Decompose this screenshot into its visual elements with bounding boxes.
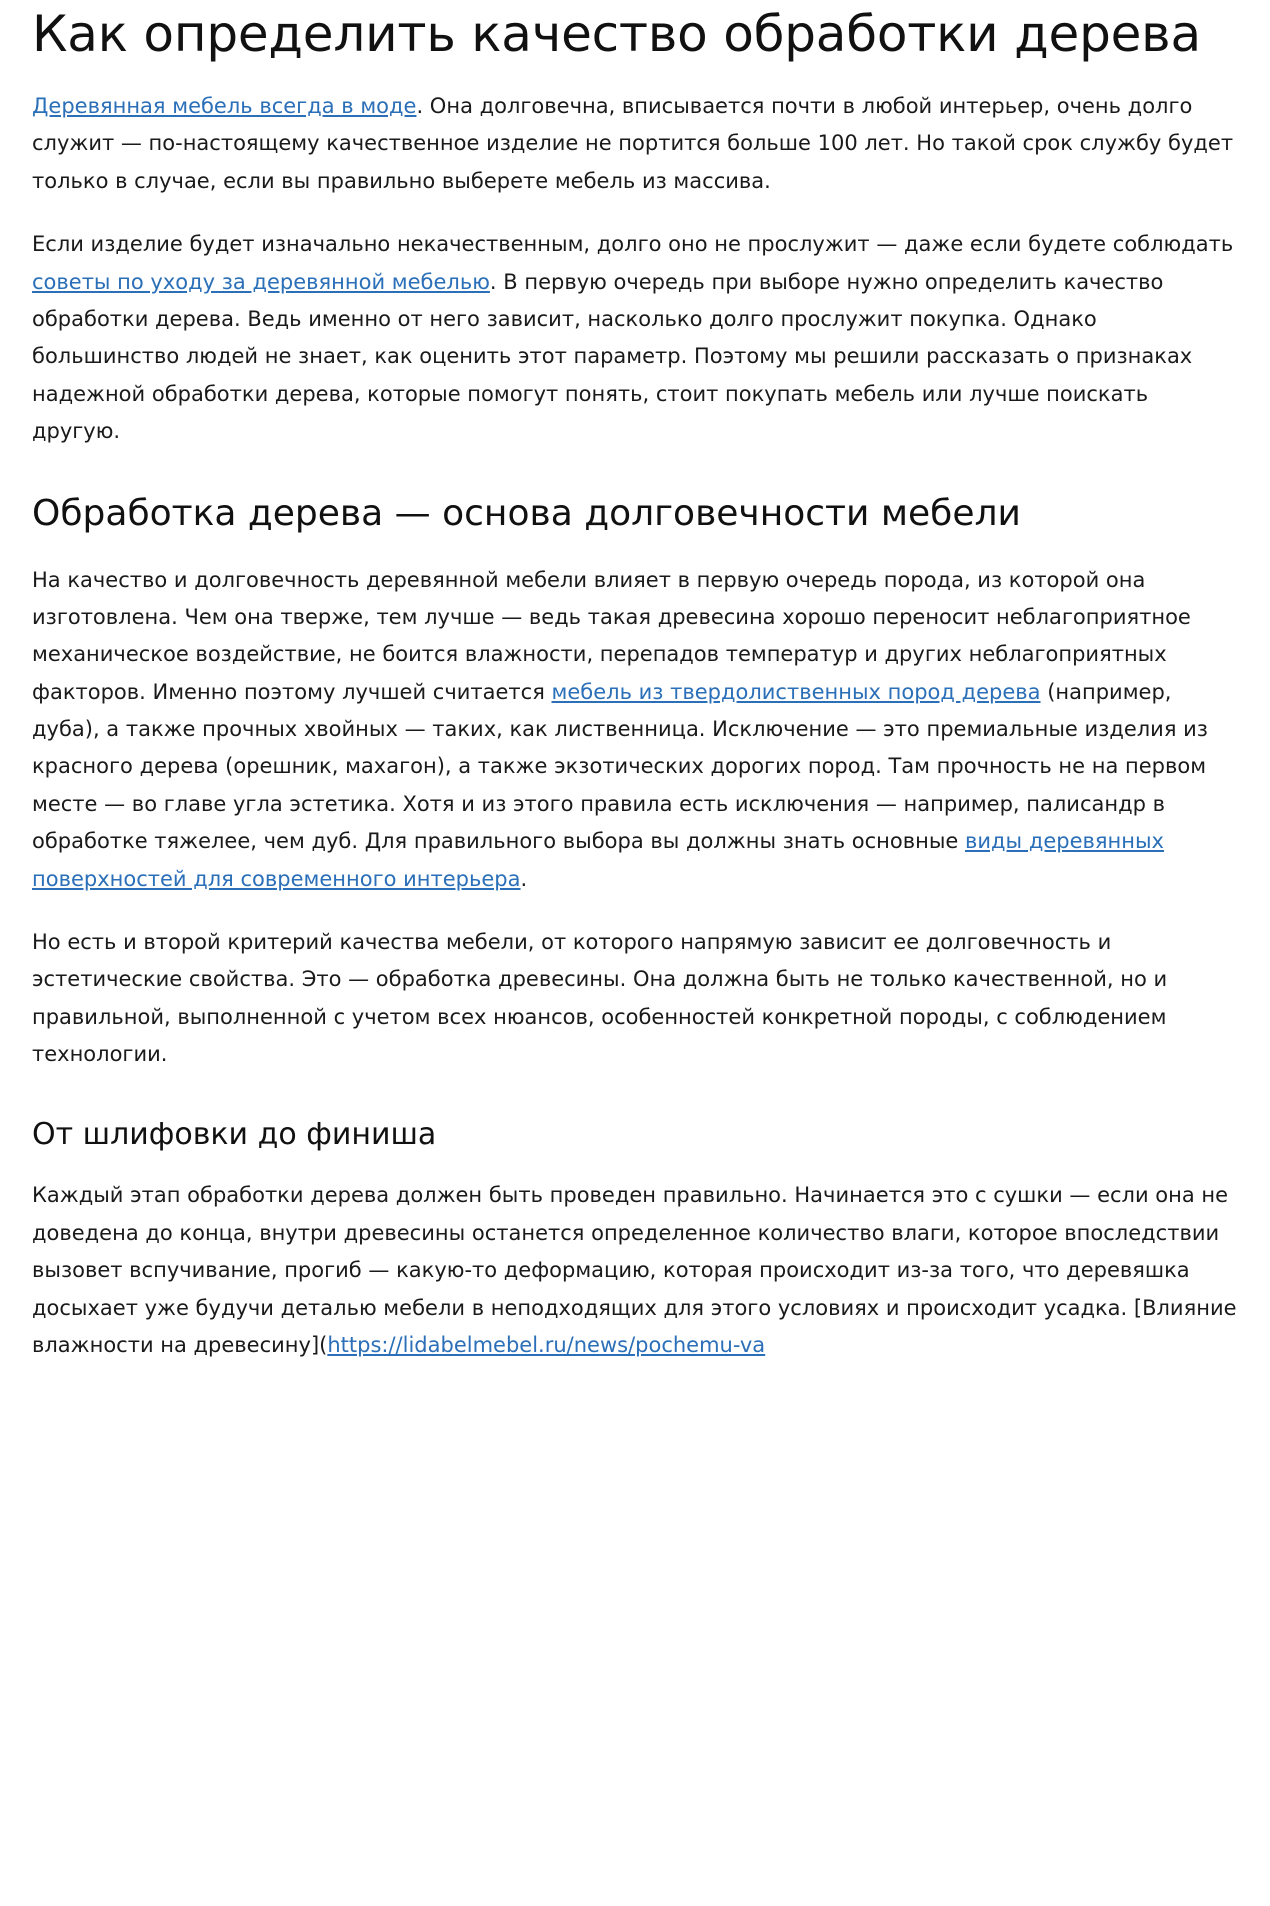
section1-paragraph-1-mid: (например, дуба), а также прочных хвойных — таких, как лиственница. Исключение — это премиальные изделия из красного дерева (орешник, махагон), а также экзотических дорогих пород. Там прочность не на первом месте — во главе угла эстетика. Хотя и из этого правила есть исключения — например, палисандр в обработке тяжелее, чем дуб. Для правильного выбора вы должны знать основные <box>32 679 1208 854</box>
page-title: Как определить качество обработки дерева <box>32 5 1201 63</box>
intro-paragraph-2-lead: Если изделие будет изначально некачественным, долго оно не прослужит — даже если будете соблюдать <box>32 232 1234 257</box>
section2-paragraph-1 <box>32 1177 1238 1364</box>
intro-paragraph-1 <box>32 88 1238 200</box>
section-heading-sanding-to-finish: От шлифовки до финиша <box>32 1117 437 1153</box>
link-hardwood-furniture[interactable]: мебель из твердолиственных пород дерева <box>551 679 1041 704</box>
section-heading-processing-basis: Обработка дерева — основа долговечности мебели <box>32 493 1021 535</box>
section1-paragraph-2: Но есть и второй критерий качества мебели, от которого напрямую зависит ее долговечность и эстетические свойства. Это — обработка древесины. Она должна быть не только качественной, но и правильной, выполненной с учетом всех нюансов, особенностей конкретной породы, с соблюдением технологии. <box>32 929 1168 1067</box>
link-humidity-influence-url[interactable]: https://lidabelmebel.ru/news/pochemu-va <box>327 1332 766 1357</box>
section1-paragraph-1-tail: . <box>520 866 528 891</box>
intro-paragraph-2-tail: . В первую очередь при выборе нужно определить качество обработки дерева. Ведь именно от него зависит, насколько долго прослужит покупка. Однако большинство людей не знает, как оценить этот параметр. Поэтому мы решили рассказать о признаках надежной обработки дерева, которые помогут понять, стоит покупать мебель или лучше поискать другую. <box>32 269 1193 443</box>
section1-paragraph-1-lead: На качество и долговечность деревянной мебели влияет в первую очередь порода, из которой она изготовлена. Чем она тверже, тем лучше — ведь такая древесина хорошо переносит неблагоприятное механическое воздействие, не боится влажности, перепадов температур и других неблагоприятных факторов. Именно поэтому лучшей считается <box>32 567 1191 704</box>
link-care-tips[interactable]: советы по уходу за деревянной мебелью <box>32 269 490 294</box>
article-page <box>0 6 1270 1404</box>
section1-paragraph-1 <box>32 562 1238 898</box>
section2-paragraph-1-lead: Каждый этап обработки дерева должен быть проведен правильно. Начинается это с сушки — если она не доведена до конца, внутри древесины останется определенное количество влаги, которое впоследствии вызовет вспучивание, прогиб — какую-то деформацию, которая происходит из-за того, что деревяшка досыхает уже будучи деталью мебели в неподходящих для этого условиях и происходит усадка. [Влияние влажности на древесину]( <box>32 1183 1237 1357</box>
link-wooden-surfaces-types[interactable]: виды деревянных поверхностей для современного интерьера <box>32 829 1164 891</box>
intro-paragraph-1-text: . Она долговечна, вписывается почти в любой интерьер, очень долго служит — по-настоящему качественное изделие не портится больше 100 лет. Но такой срок службу будет только в случае, если вы правильно выберете мебель из массива. <box>32 94 1234 193</box>
intro-paragraph-2 <box>32 226 1238 450</box>
link-wooden-furniture-in-fashion[interactable]: Деревянная мебель всегда в моде <box>32 94 417 118</box>
